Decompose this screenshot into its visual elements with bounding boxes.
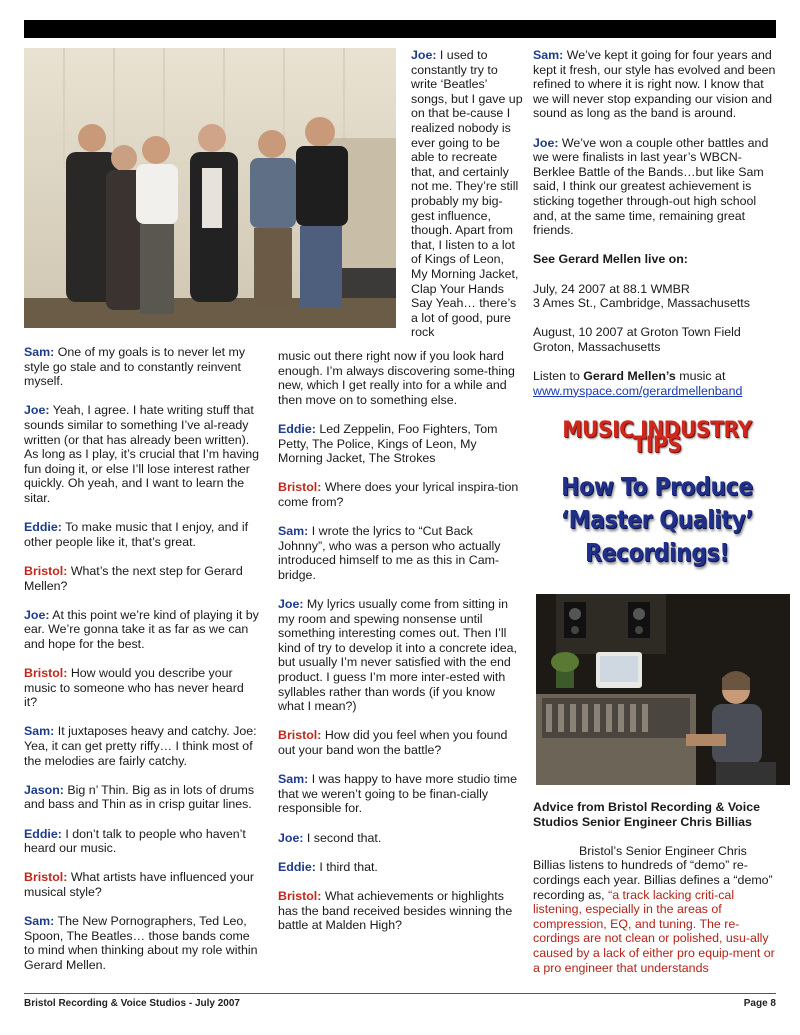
headline-line-1: How To Produce	[561, 472, 753, 501]
joe-wrap-answer	[411, 48, 523, 340]
answer-text: At this point we’re kind of playing it by ear. We’re gonna take it as far as we can and hope for the best.	[24, 607, 259, 651]
answer-text: What’s the next step for Gerard Mellen?	[24, 563, 243, 593]
speaker-label: Eddie:	[278, 859, 316, 874]
column-3-qa	[533, 48, 778, 238]
headline-line-3: Recordings!	[585, 538, 729, 567]
speaker-label: Bristol:	[278, 728, 322, 743]
band-photo	[24, 48, 396, 328]
column-2-qa	[278, 422, 522, 933]
qa-entry	[533, 136, 778, 238]
speaker-label: Sam:	[24, 724, 55, 739]
speaker-label: Eddie:	[24, 520, 62, 535]
tips-headline	[550, 470, 765, 569]
answer-text: Where does your lyrical inspira-tion come from?	[278, 480, 519, 509]
speaker-label: Bristol:	[24, 563, 68, 578]
speaker-label: Joe:	[278, 597, 304, 612]
show2-line1: August, 10 2007 at Groton Town Field	[533, 325, 741, 340]
speaker-label: Sam:	[533, 48, 564, 62]
advice-body	[533, 844, 778, 975]
speaker-label: Bristol:	[24, 870, 68, 885]
answer-text: We’ve won a couple other battles and we were finalists in last year’s WBCN-Berklee Battle of the Bands…but like Sam said, I think our greatest achievement is sticking together through-out high school and, at the same time, remaining great friends.	[533, 135, 769, 238]
answer-text: I don’t talk to people who haven’t heard our music.	[24, 826, 246, 856]
qa-entry	[278, 422, 522, 466]
speaker-label: Sam:	[278, 524, 309, 539]
advice-body-plain: Bristol’s Senior Engineer Chris Billias listens to hundreds of “demo” re-cordings each year. Billias defines a “demo” recording as,	[533, 843, 773, 902]
answer-text: My lyrics usually come from sitting in my room and spewing nonsense until something interesting comes out. Then I’ll kind of try to develop it into a concrete idea, but usually I’m never satisfied with the end product. I guess I’m more inter-ested with syllables rather than words (if you know what I mean?)	[278, 597, 518, 714]
column-3	[533, 48, 778, 398]
qa-entry	[533, 48, 778, 121]
headline-line-2: ‘Master Quality’	[560, 505, 754, 534]
show1-line2: 3 Ames St., Cambridge, Massachusetts	[533, 296, 750, 311]
speaker-label: Joe:	[533, 135, 559, 150]
show2-line2: Groton, Massachusetts	[533, 339, 661, 354]
joe-wrap-continuation: music out there right now if you look hard enough. I’m always discovering some-thing new, which I get really into for a while and then move on to something else.	[278, 349, 515, 407]
qa-entry	[278, 597, 522, 714]
speaker-label: Bristol:	[24, 666, 68, 681]
speaker-label: Bristol:	[278, 480, 322, 495]
qa-entry	[24, 564, 260, 593]
column-1	[24, 345, 260, 987]
answer-text: What achievements or highlights has the band received besides winning the battle at Malden High?	[278, 888, 513, 933]
answer-text: Led Zeppelin, Foo Fighters, Tom Petty, The Police, Kings of Leon, My Morning Jacket, The Strokes	[278, 421, 498, 466]
advice-heading: Advice from Bristol Recording & Voice Studios Senior Engineer Chris Billias	[533, 800, 760, 829]
answer-text: It juxtaposes heavy and catchy. Joe: Yea, it can get pretty riffy… I think most of the melodies are fairly catchy.	[24, 724, 257, 768]
footer-publication: Bristol Recording & Voice Studios - July 2007	[24, 998, 240, 1009]
answer-text: Yeah, I agree. I hate writing stuff that sounds similar to something I’ve al-ready written (or that has already been written). As long as I play, it’s crucial that I’m having fun doing it, or else I’ll lose interest rather quickly. Oh yeah, and I want to learn the sitar.	[24, 403, 260, 505]
speaker-label: Sam:	[24, 345, 55, 359]
listen-prefix: Listen to	[533, 369, 584, 384]
speaker-label: Bristol:	[278, 888, 322, 903]
answer-text: One of my goals is to never let my style go stale and to constantly reinvent myself.	[24, 345, 246, 389]
qa-entry	[24, 724, 260, 768]
speaker-label: Jason:	[24, 782, 64, 797]
qa-entry	[278, 831, 522, 846]
qa-entry	[24, 914, 260, 972]
qa-entry	[278, 728, 522, 757]
qa-entry	[278, 860, 522, 875]
qa-entry	[278, 524, 522, 582]
qa-entry	[24, 870, 260, 899]
myspace-link[interactable]: www.myspace.com/gerardmellenband	[533, 383, 743, 398]
qa-entry	[278, 480, 522, 509]
speaker-label: Sam:	[278, 772, 309, 787]
speaker-label: Eddie:	[24, 826, 62, 841]
header-bar	[24, 20, 776, 38]
answer-text: I second that.	[303, 830, 382, 845]
answer-text: What artists have influenced your musical style?	[24, 870, 255, 899]
listen-suffix: music at	[675, 369, 726, 384]
page-number: Page 8	[743, 998, 776, 1009]
speaker-label: Joe:	[278, 830, 304, 845]
music-industry-tips-banner: MUSIC INDUSTRY TIPS	[562, 418, 752, 458]
answer-text: The New Pornographers, Ted Leo, Spoon, The Beatles… those bands come to mind when thinking about my role within Gerard Mellen.	[24, 914, 258, 972]
live-heading: See Gerard Mellen live on:	[533, 252, 688, 267]
studio-photo	[536, 594, 790, 785]
answer-text: I wrote the lyrics to “Cut Back Johnny”, who was a person who actually introduced himself to me as this in Cam-bridge.	[278, 524, 501, 582]
answer-text: I third that.	[315, 859, 378, 874]
band-name: Gerard Mellen’s	[583, 369, 676, 384]
qa-entry	[278, 772, 522, 816]
answer-text: To make music that I enjoy, and if other people like it, that’s great.	[24, 520, 249, 549]
qa-entry	[24, 783, 260, 812]
show1-line1: July, 24 2007 at 88.1 WMBR	[533, 281, 690, 296]
answer-text: How would you describe your music to someone who has never heard it?	[24, 666, 244, 710]
qa-entry	[24, 520, 260, 549]
answer-text: Big n’ Thin. Big as in lots of drums and bass and Thin as in crisp guitar lines.	[24, 782, 255, 812]
footer-rule	[24, 993, 776, 994]
answer-text: I was happy to have more studio time that we weren’t going to be finan-cially responsible for.	[278, 772, 517, 816]
qa-entry	[24, 827, 260, 856]
speaker-label: Sam:	[24, 914, 55, 929]
speaker-label: Joe:	[24, 403, 50, 418]
speaker-label: Joe:	[24, 607, 50, 622]
answer-text: How did you feel when you found out your band won the battle?	[278, 728, 508, 758]
speaker-label: Eddie:	[278, 421, 316, 436]
speaker-label: Joe:	[411, 48, 437, 62]
answer-text: We’ve kept it going for four years and kept it fresh, our style has evolved and been refined to where it is right now. I know that we will never stop expanding our vision and sound as long as the band is around.	[533, 48, 776, 121]
answer-text: I used to constantly try to write ‘Beatles’ songs, but I gave up on that be-cause I realized nobody is ever going to be able to recreate that, and certainly not me. They’re still probably my big-gest influence, though. Apart from that, I listen to a lot of Kings of Leon, My Morning Jacket, Clap Your Hands Say Yeah… there’s a lot of good, pure rock	[411, 48, 523, 340]
listen-line	[533, 369, 778, 384]
qa-entry	[278, 889, 522, 933]
qa-entry	[24, 403, 260, 505]
qa-entry	[24, 666, 260, 710]
qa-entry	[24, 345, 260, 389]
advice-section	[533, 800, 778, 975]
column-2	[278, 349, 522, 947]
qa-entry	[24, 608, 260, 652]
advice-quote: “a track lacking criti-cal listening, especially in the areas of compression, EQ, and tuning. The re-cordings are not clean or polished, usu-ally caused by a lack of either pro equip-ment or a pro engineer that understands	[533, 887, 775, 975]
